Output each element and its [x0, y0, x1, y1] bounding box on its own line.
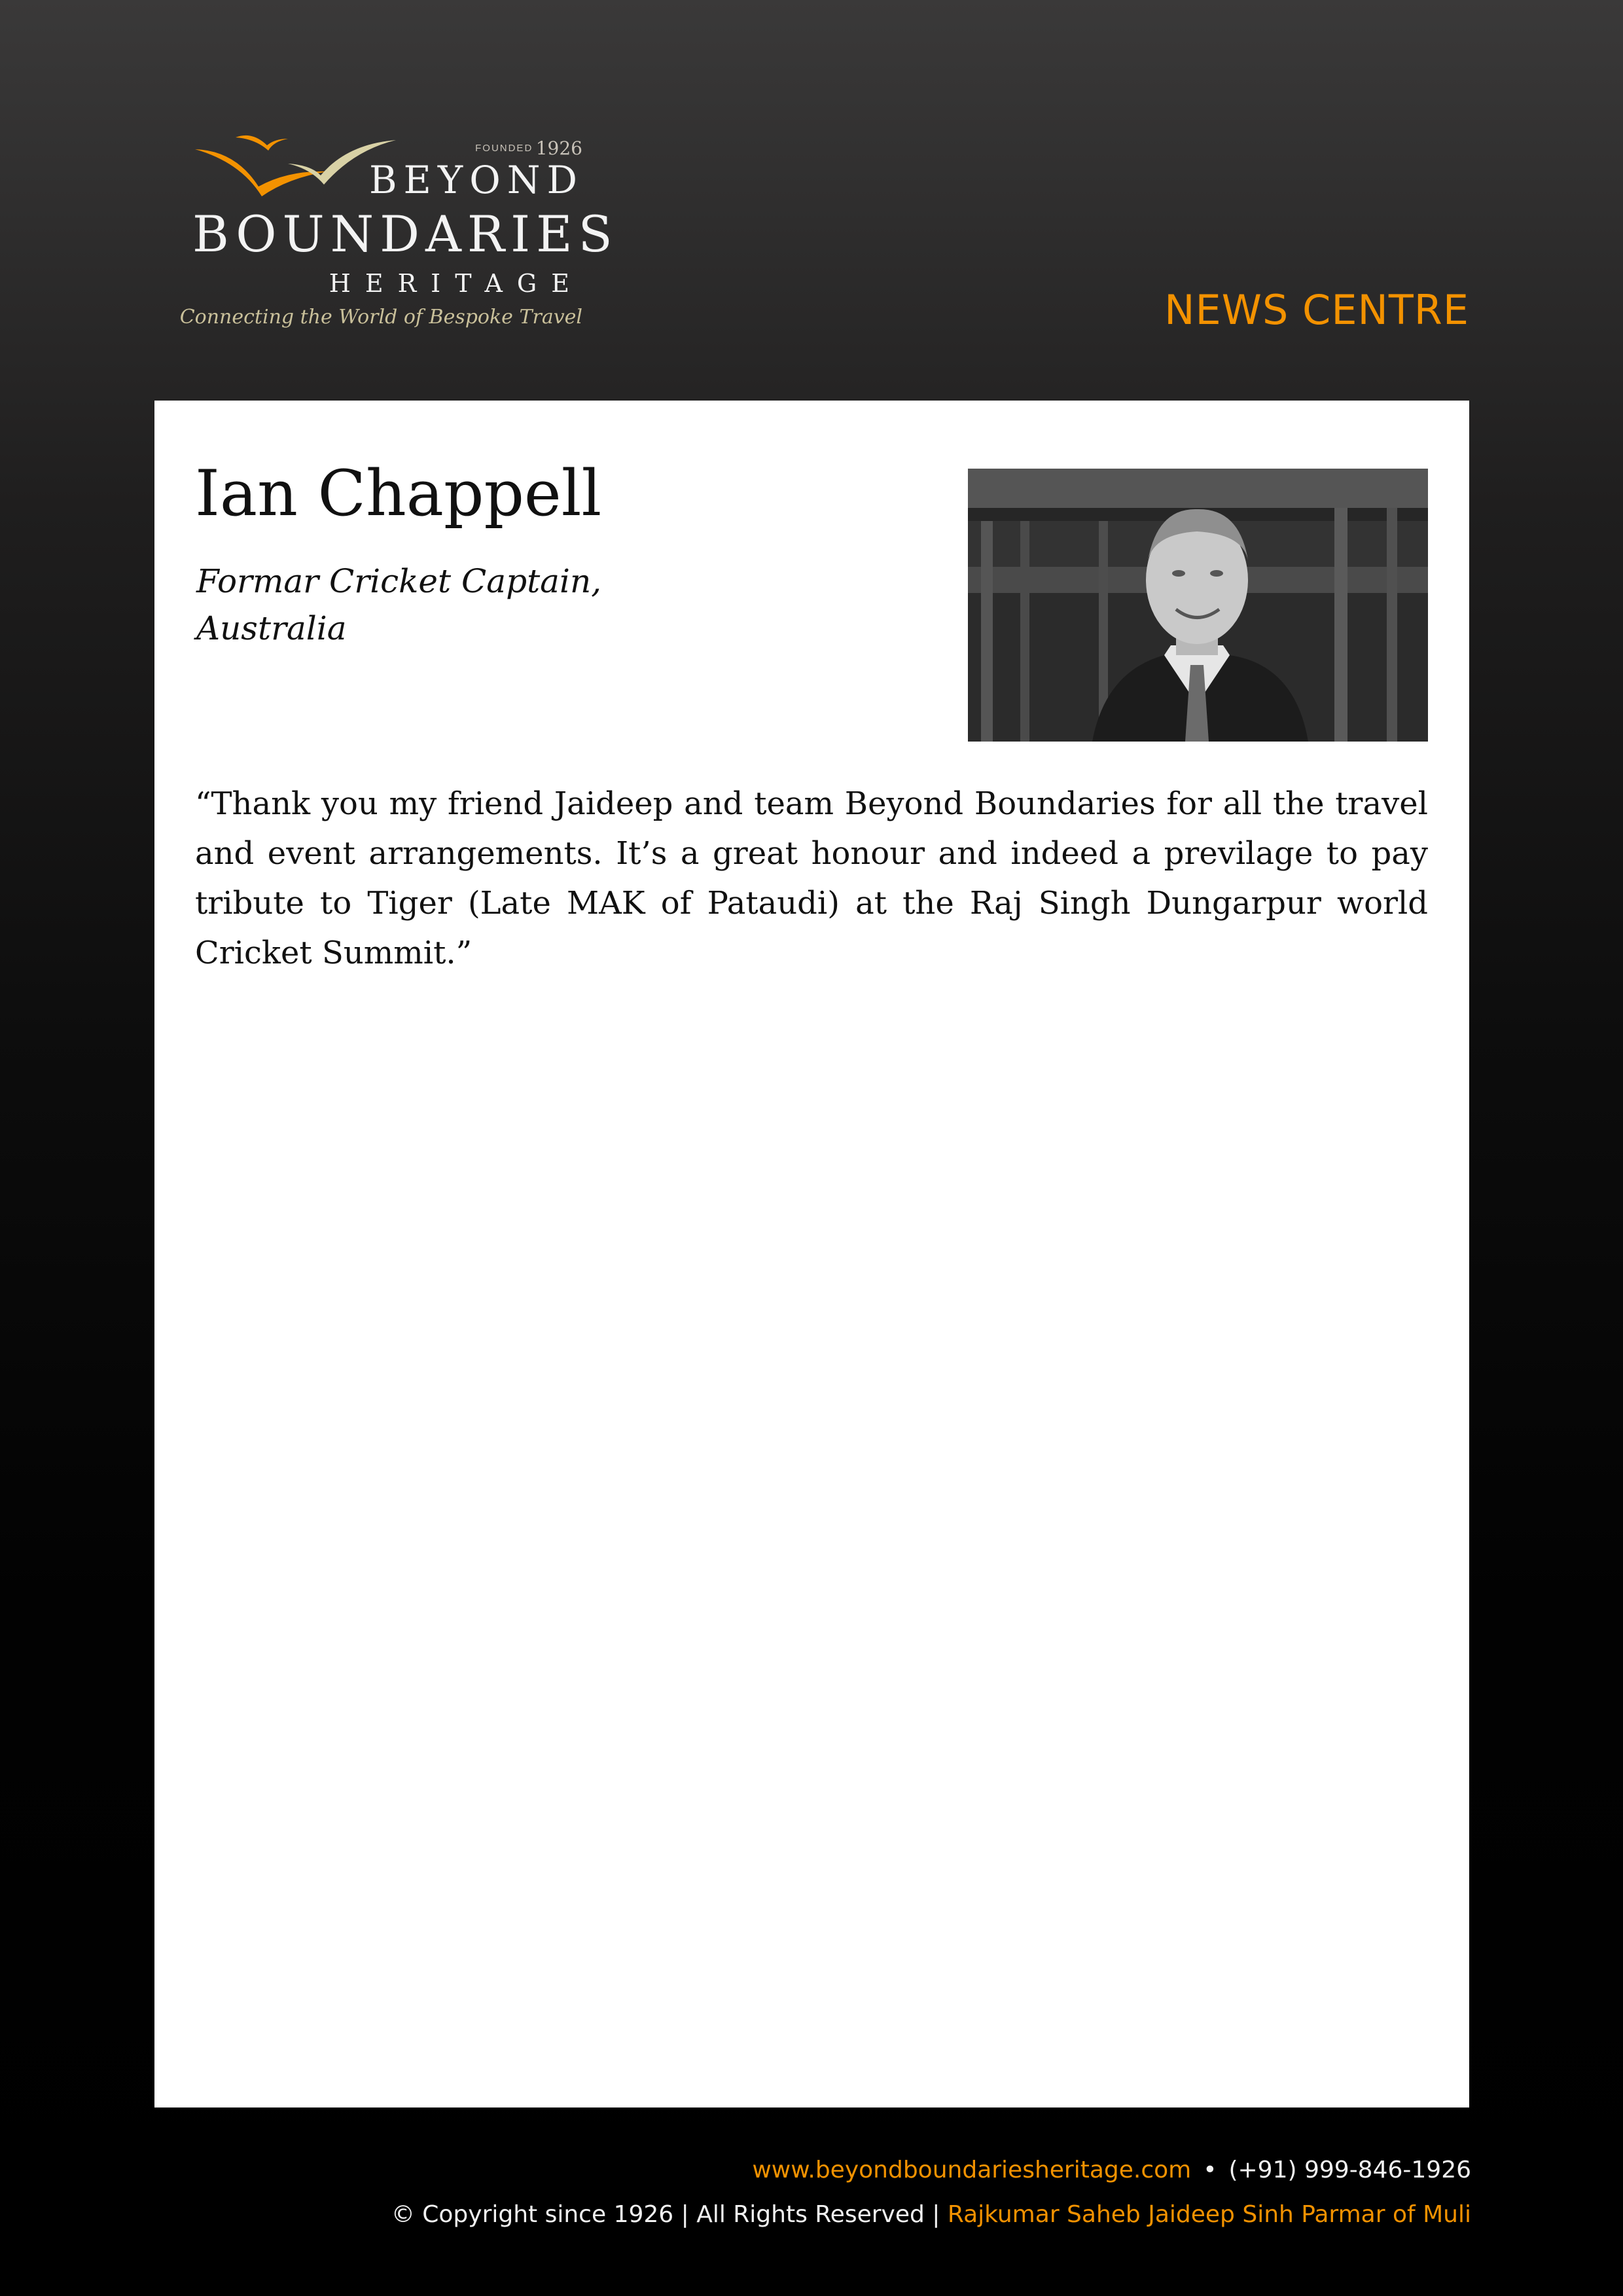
testimonial-panel: [154, 401, 1469, 2108]
logo-tagline: Connecting the World of Bespoke Travel: [179, 306, 582, 329]
portrait-photo: [968, 469, 1428, 742]
testimonial-quote: “Thank you my friend Jaideep and team Beyond Boundaries for all the travel and event arrangements. It’s a great honour and indeed a previlage to pay tribute to Tiger (Late MAK of Pataudi) at the Raj Singh Dungarpur world Cricket Summit.”: [195, 785, 1428, 971]
section-title: NEWS CENTRE: [1164, 286, 1469, 334]
person-title: [196, 558, 654, 652]
brand-logo: [179, 124, 618, 347]
logo-word-heritage: HERITAGE: [329, 269, 584, 298]
owner-name: Rajkumar Saheb Jaideep Sinh Parmar of Muli: [947, 2201, 1471, 2228]
person-title-line: Australia: [196, 609, 347, 647]
website-link[interactable]: www.beyondboundariesheritage.com: [752, 2157, 1192, 2183]
footer-contact: [752, 2159, 1471, 2182]
footer-copyright: [391, 2203, 1471, 2227]
person-title-line: Formar Cricket Captain,: [196, 562, 602, 600]
founded-label: FOUNDED 1926: [475, 137, 582, 159]
portrait-photo-icon: [968, 469, 1428, 742]
person-name: Ian Chappell: [195, 457, 602, 530]
phone-number: (+91) 999-846-1926: [1228, 2157, 1471, 2183]
logo-word-beyond: BEYOND: [368, 158, 584, 202]
copyright-text: © Copyright since 1926 | All Rights Reserved |: [391, 2201, 948, 2228]
logo-word-boundaries: BOUNDARIES: [192, 205, 618, 263]
separator-bullet: •: [1203, 2157, 1217, 2183]
